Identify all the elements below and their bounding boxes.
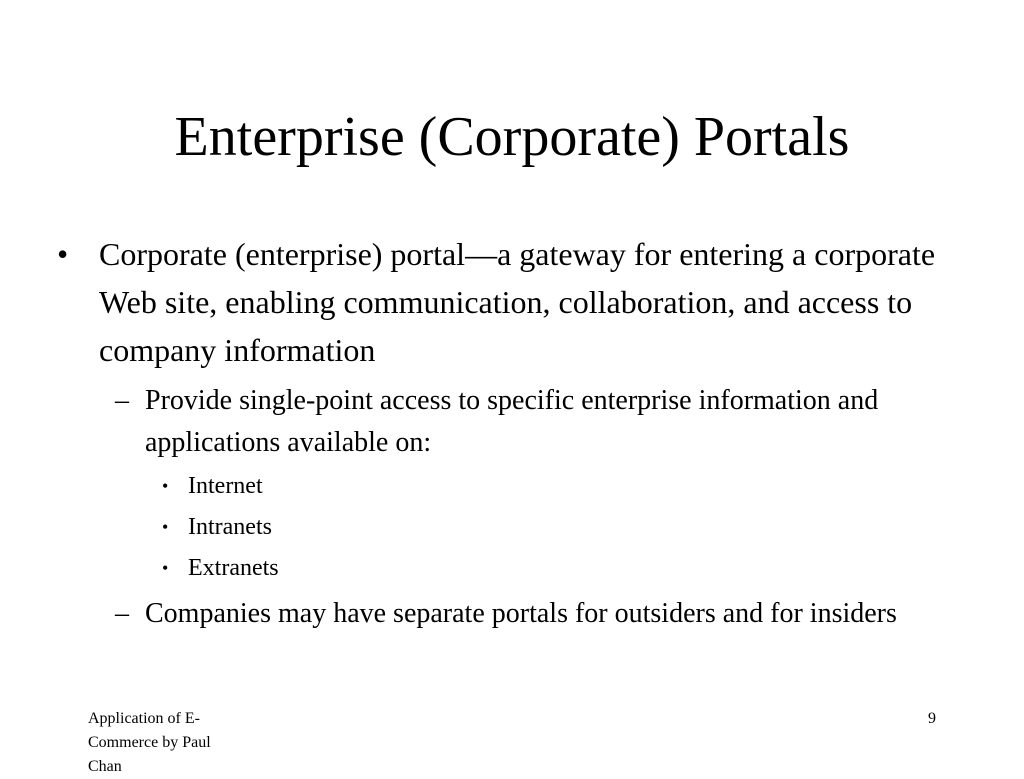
subsubbullet-text: Intranets	[188, 514, 272, 540]
bullet-marker: •	[162, 558, 169, 578]
bullet-text: Corporate (enterprise) portal—a gateway for entering a corporate Web site, enabling communication, collaboration, and access to company information	[99, 236, 936, 368]
slide-title: Enterprise (Corporate) Portals	[174, 106, 850, 168]
subsubbullet-text: Internet	[188, 473, 263, 499]
page-number: 9	[928, 710, 936, 727]
bullet-marker: •	[162, 476, 169, 496]
bullet-marker: •	[57, 236, 69, 272]
subbullet-text: Companies may have separate portals for outsiders and for insiders	[145, 598, 897, 629]
subsubbullet-text: Extranets	[188, 555, 279, 581]
subbullet-text: Provide single-point access to specific enterprise information and applications available on:	[145, 385, 879, 458]
bullet-marker: •	[162, 517, 169, 537]
dash-marker: –	[115, 598, 129, 629]
dash-marker: –	[115, 385, 129, 416]
slide-body	[0, 230, 1024, 680]
footer-text: Application of E-Commerce by Paul Chan	[88, 710, 211, 775]
